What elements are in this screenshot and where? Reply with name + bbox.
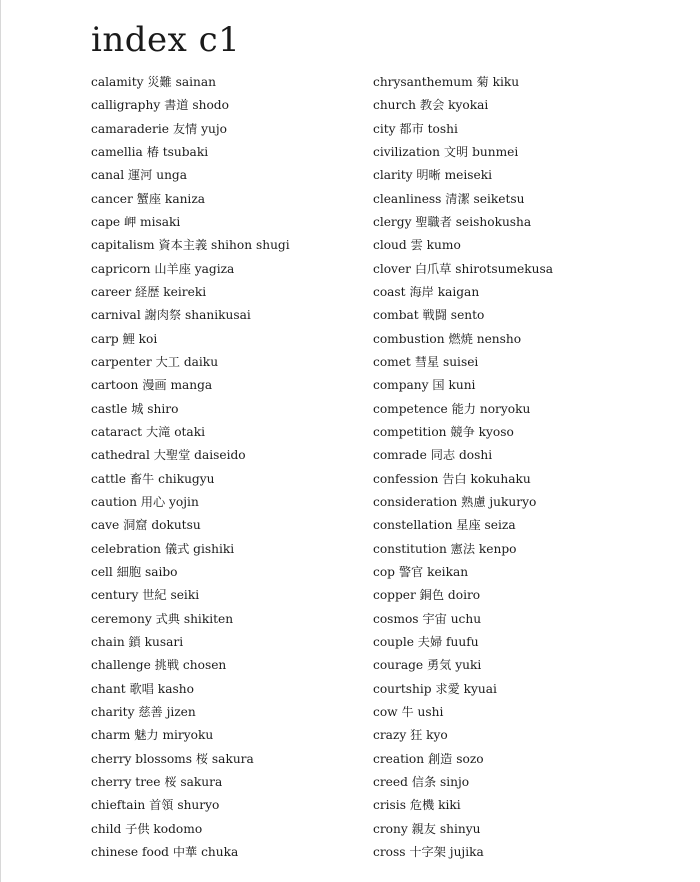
index-entry: chant 歌唱 kasho: [91, 681, 194, 696]
index-entry: ceremony 式典 shikiten: [91, 611, 234, 626]
index-entry: crisis 危機 kiki: [373, 798, 461, 813]
index-entry: combustion 燃焼 nensho: [373, 331, 522, 346]
index-entry: clover 白爪草 shirotsumekusa: [373, 261, 553, 276]
index-entry: calamity 災難 sainan: [91, 75, 216, 89]
index-entry: calligraphy 書道 shodo: [91, 98, 229, 113]
index-entry: carp 鯉 koi: [91, 331, 158, 346]
index-entry: constitution 憲法 kenpo: [373, 541, 517, 556]
index-entry: cross 十字架 jujika: [373, 844, 484, 859]
index-entry: comrade 同志 doshi: [373, 448, 493, 463]
index-entry: capricorn 山羊座 yagiza: [91, 261, 235, 276]
index-entry: confession 告白 kokuhaku: [373, 471, 531, 486]
index-entry: career 経歴 keireki: [91, 284, 207, 299]
index-entry: caution 用心 yojin: [91, 494, 199, 509]
index-entry: coast 海岸 kaigan: [373, 284, 480, 299]
index-entry: cherry blossoms 桜 sakura: [91, 751, 254, 766]
index-entry: charity 慈善 jizen: [91, 704, 196, 719]
index-entry: chinese food 中華 chuka: [91, 844, 239, 859]
index-entry: courage 勇気 yuki: [373, 658, 482, 673]
index-entry: cancer 蟹座 kaniza: [91, 191, 206, 206]
index-entry: cosmos 宇宙 uchu: [373, 611, 482, 626]
index-entry: clergy 聖職者 seishokusha: [373, 214, 532, 229]
index-entry: celebration 儀式 gishiki: [91, 541, 235, 556]
index-entry: clarity 明晰 meiseki: [373, 168, 493, 183]
index-entry: cleanliness 清潔 seiketsu: [373, 191, 525, 206]
index-entry: comet 彗星 suisei: [373, 354, 479, 369]
index-entry: capitalism 資本主義 shihon shugi: [91, 238, 290, 253]
index-entry: cathedral 大聖堂 daiseido: [91, 448, 246, 463]
index-entry: cherry tree 桜 sakura: [91, 774, 223, 789]
index-entry: creed 信条 sinjo: [373, 774, 470, 789]
index-entry: challenge 挑戦 chosen: [91, 658, 227, 673]
index-entry: cow 牛 ushi: [373, 704, 444, 719]
index-entry: canal 運河 unga: [91, 168, 187, 183]
page-title: index c1: [91, 20, 241, 60]
index-entry: cop 警官 keikan: [373, 564, 469, 579]
index-entry: cape 岬 misaki: [91, 214, 181, 229]
index-entry: century 世紀 seiki: [91, 588, 200, 603]
index-entry: child 子供 kodomo: [91, 821, 203, 836]
index-entry: constellation 星座 seiza: [373, 518, 516, 533]
index-entry: cave 洞窟 dokutsu: [91, 518, 201, 533]
index-entry: cell 細胞 saibo: [91, 564, 178, 579]
index-entry: chieftain 首領 shuryo: [91, 798, 220, 813]
index-entry: cartoon 漫画 manga: [91, 378, 213, 393]
index-entry: castle 城 shiro: [91, 401, 179, 416]
index-entry: church 教会 kyokai: [373, 98, 489, 113]
index-entry: crazy 狂 kyo: [373, 728, 448, 743]
index-entry: charm 魅力 miryoku: [91, 728, 214, 743]
index-column-right: [373, 71, 553, 864]
index-entry: camellia 椿 tsubaki: [91, 144, 209, 159]
index-entry: cattle 畜牛 chikugyu: [91, 471, 215, 486]
index-entry: civilization 文明 bunmei: [373, 144, 519, 159]
index-entry: city 都市 toshi: [373, 121, 458, 136]
index-entry: copper 銅色 doiro: [373, 588, 481, 603]
index-entry: consideration 熟慮 jukuryo: [373, 494, 537, 509]
index-column-left: [91, 71, 290, 864]
index-entry: crony 親友 shinyu: [373, 821, 481, 836]
index-entry: couple 夫婦 fuufu: [373, 634, 479, 649]
index-entry: carnival 謝肉祭 shanikusai: [91, 308, 251, 323]
index-entry: cataract 大滝 otaki: [91, 424, 205, 439]
index-entry: courtship 求愛 kyuai: [373, 681, 497, 696]
index-entry: chrysanthemum 菊 kiku: [373, 75, 520, 89]
index-entry: competition 競争 kyoso: [373, 424, 514, 439]
index-entry: carpenter 大工 daiku: [91, 354, 219, 369]
index-entry: cloud 雲 kumo: [373, 238, 461, 253]
index-entry: company 国 kuni: [373, 378, 476, 393]
index-entry: chain 鎖 kusari: [91, 634, 184, 649]
index-entry: competence 能力 noryoku: [373, 401, 531, 416]
index-entry: creation 創造 sozo: [373, 751, 484, 766]
index-entry: camaraderie 友情 yujo: [91, 121, 227, 136]
index-entry: combat 戦闘 sento: [373, 308, 485, 323]
